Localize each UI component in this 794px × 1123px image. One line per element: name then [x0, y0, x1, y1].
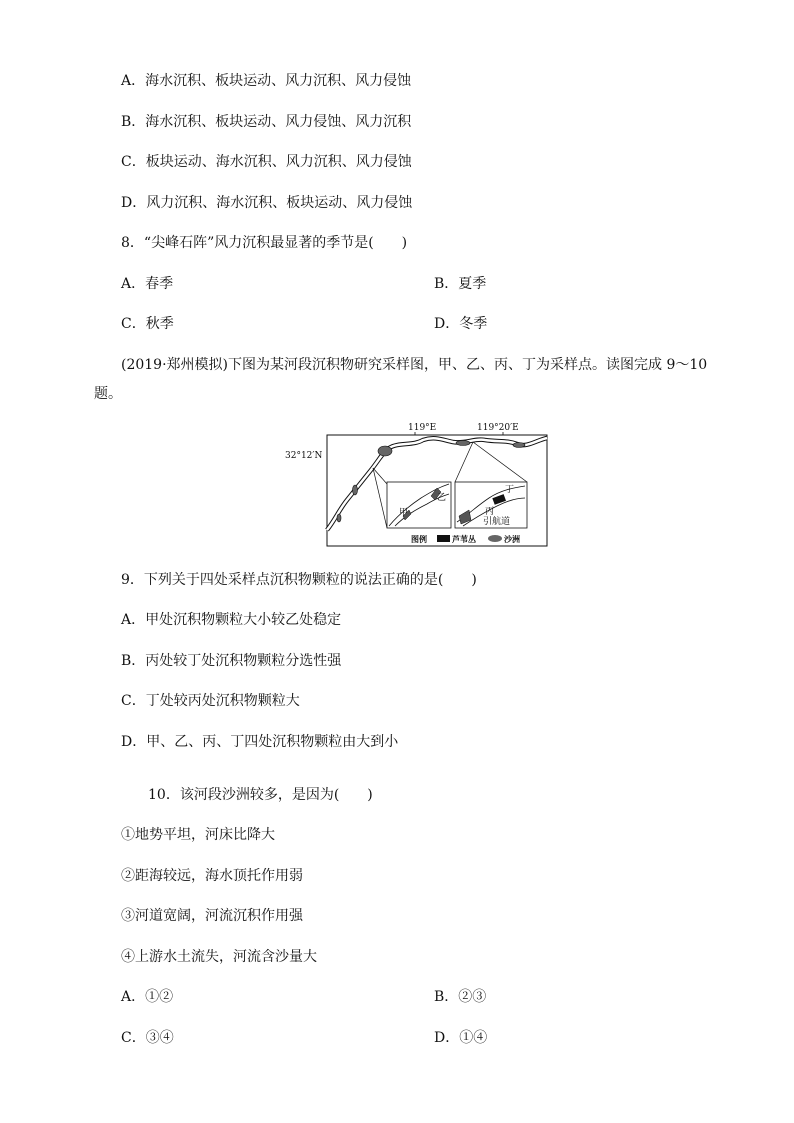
- point-jia: 甲: [399, 508, 409, 518]
- q7-option-d: D．风力沉积、海水沉积、板块运动、风力侵蚀: [121, 195, 413, 211]
- q10-item-2: ②距海较远，海水顶托作用弱: [121, 868, 303, 884]
- q9-option-b: B．丙处较丁处沉积物颗粒分选性强: [121, 653, 342, 669]
- q9-stem: 9．下列关于四处采样点沉积物颗粒的说法正确的是( ): [121, 572, 477, 588]
- channel-label: 引航道: [483, 517, 511, 527]
- q10-option-d: D．①④: [434, 1030, 488, 1046]
- q10-option-c: C．③④: [121, 1030, 174, 1046]
- legend-sandbar-label: 沙洲: [504, 535, 520, 544]
- lon-label-119e: 119°E: [408, 423, 437, 433]
- q7-option-c: C．板块运动、海水沉积、风力沉积、风力侵蚀: [121, 154, 412, 170]
- point-ding: 丁: [505, 485, 515, 495]
- lat-label: 32°12′N: [285, 451, 323, 461]
- sandbar-shape: [378, 446, 392, 456]
- q10-option-b: B．②③: [434, 989, 487, 1005]
- sandbar-shape: [513, 443, 525, 448]
- q9-option-c: C．丁处较丙处沉积物颗粒大: [121, 693, 300, 709]
- q9-option-a: A．甲处沉积物颗粒大小较乙处稳定: [121, 612, 342, 628]
- q8-stem: 8．“尖峰石阵”风力沉积最显著的季节是( ): [121, 235, 408, 251]
- legend-title: 图例: [411, 535, 427, 544]
- q9-option-d: D．甲、乙、丙、丁四处沉积物颗粒由大到小: [121, 734, 399, 750]
- sandbar-shape: [456, 441, 470, 446]
- point-yi: 乙: [437, 493, 447, 503]
- q8-option-b: B．夏季: [434, 276, 487, 292]
- q7-option-b: B．海水沉积、板块运动、风力侵蚀、风力沉积: [121, 114, 412, 130]
- q10-item-4: ④上游水土流失，河流含沙量大: [121, 949, 317, 965]
- q8-option-a: A．春季: [121, 276, 174, 292]
- point-bing: 丙: [485, 507, 495, 517]
- q10-item-3: ③河道宽阔，河流沉积作用强: [121, 908, 303, 924]
- legend-sandbar-swatch: [488, 535, 502, 542]
- q8-option-d: D．冬季: [434, 316, 488, 332]
- q10-item-1: ①地势平坦，河床比降大: [121, 827, 275, 843]
- sandbar-shape: [353, 485, 358, 495]
- inset-left: [387, 482, 451, 528]
- lon-label-119-20e: 119°20′E: [477, 423, 519, 433]
- intro-line-2: 题。: [94, 386, 122, 402]
- q8-option-c: C．秋季: [121, 316, 174, 332]
- intro-line-1: (2019·郑州模拟)下图为某河段沉积物研究采样图，甲、乙、丙、丁为采样点。读图完成 9～10: [121, 357, 708, 373]
- q10-option-a: A．①②: [121, 989, 174, 1005]
- q7-option-a: A．海水沉积、板块运动、风力沉积、风力侵蚀: [121, 73, 412, 89]
- legend-reed-swatch: [437, 535, 450, 542]
- legend-reed-label: 芦苇丛: [452, 535, 476, 544]
- river-sampling-map: [285, 418, 549, 548]
- sandbar-shape: [337, 514, 341, 522]
- q10-stem: 10．该河段沙洲较多，是因为( ): [148, 787, 373, 803]
